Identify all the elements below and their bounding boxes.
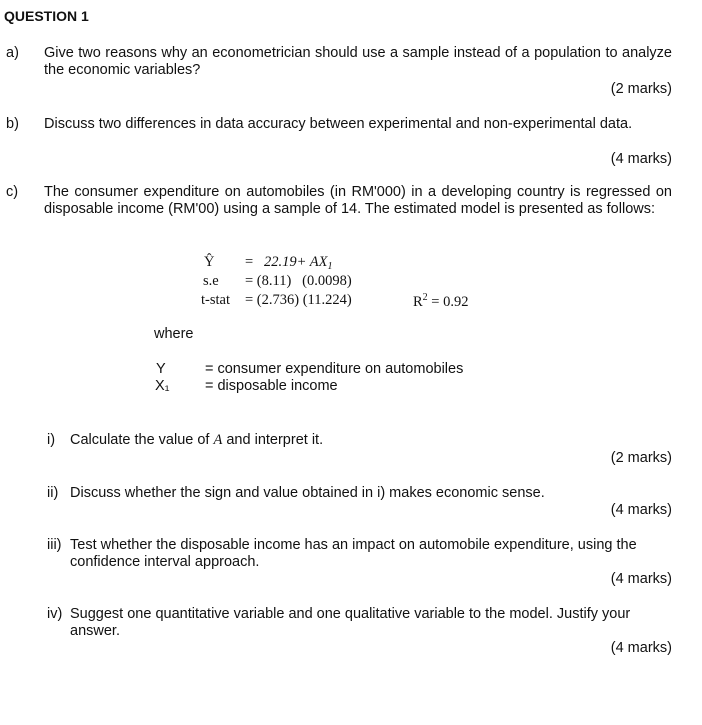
subq-iii-marks: (4 marks) (610, 571, 672, 587)
x-definition: = disposable income (205, 378, 338, 394)
yhat-symbol: Ŷ (204, 254, 215, 270)
subq-iv-label: iv) (47, 606, 63, 622)
se-label: s.e (203, 273, 219, 289)
part-b-text: Discuss two differences in data accuracy between experimental and non-experimental data. (44, 116, 633, 132)
r-squared: $R^2 = 0.92$ (413, 292, 469, 310)
y-definition: = consumer expenditure on automobiles (205, 361, 464, 377)
part-c-text: The consumer expenditure on automobiles (in RM'000) in a developing country is regressed on disposable income (RM'00) using a sample of 14. The estimated model is presented as follows: (44, 184, 672, 217)
part-a-marks: (2 marks) (610, 81, 672, 97)
subq-iv-marks: (4 marks) (610, 640, 672, 656)
subq-i-label: i) (47, 432, 56, 448)
part-b-label: b) (6, 116, 19, 132)
tstat-label: t-stat (201, 292, 230, 308)
where-label: where (154, 326, 194, 342)
se-values: = (8.11) (0.0098) (245, 273, 352, 289)
part-a-label: a) (6, 45, 19, 61)
subq-ii-text: Discuss whether the sign and value obtained in i) makes economic sense. (70, 485, 545, 501)
estimated-equation: $22.19+ AX_1$ (264, 254, 333, 272)
y-symbol: Y (156, 361, 166, 377)
subq-iii-label: iii) (47, 537, 62, 553)
part-b-marks: (4 marks) (610, 151, 672, 167)
subq-ii-label: ii) (47, 485, 59, 501)
part-a-text: Give two reasons why an econometrician should use a sample instead of a population to analyze the economic variables? (44, 45, 672, 78)
tstat-values: = (2.736) (11.224) (245, 292, 352, 308)
subq-i-marks: (2 marks) (610, 450, 672, 466)
part-c-label: c) (6, 184, 19, 200)
subq-ii-marks: (4 marks) (610, 502, 672, 518)
x-symbol: X₁ (155, 378, 170, 394)
subq-iii-text: Test whether the disposable income has an impact on automobile expenditure, using the confidence interval approach. (70, 537, 637, 570)
equation-equals: = (245, 254, 254, 270)
question-title: QUESTION 1 (4, 8, 89, 24)
subq-i-text: Calculate the value of A and interpret it. (70, 432, 324, 448)
subq-iv-text: Suggest one quantitative variable and one qualitative variable to the model. Justify your answer. (70, 606, 631, 639)
